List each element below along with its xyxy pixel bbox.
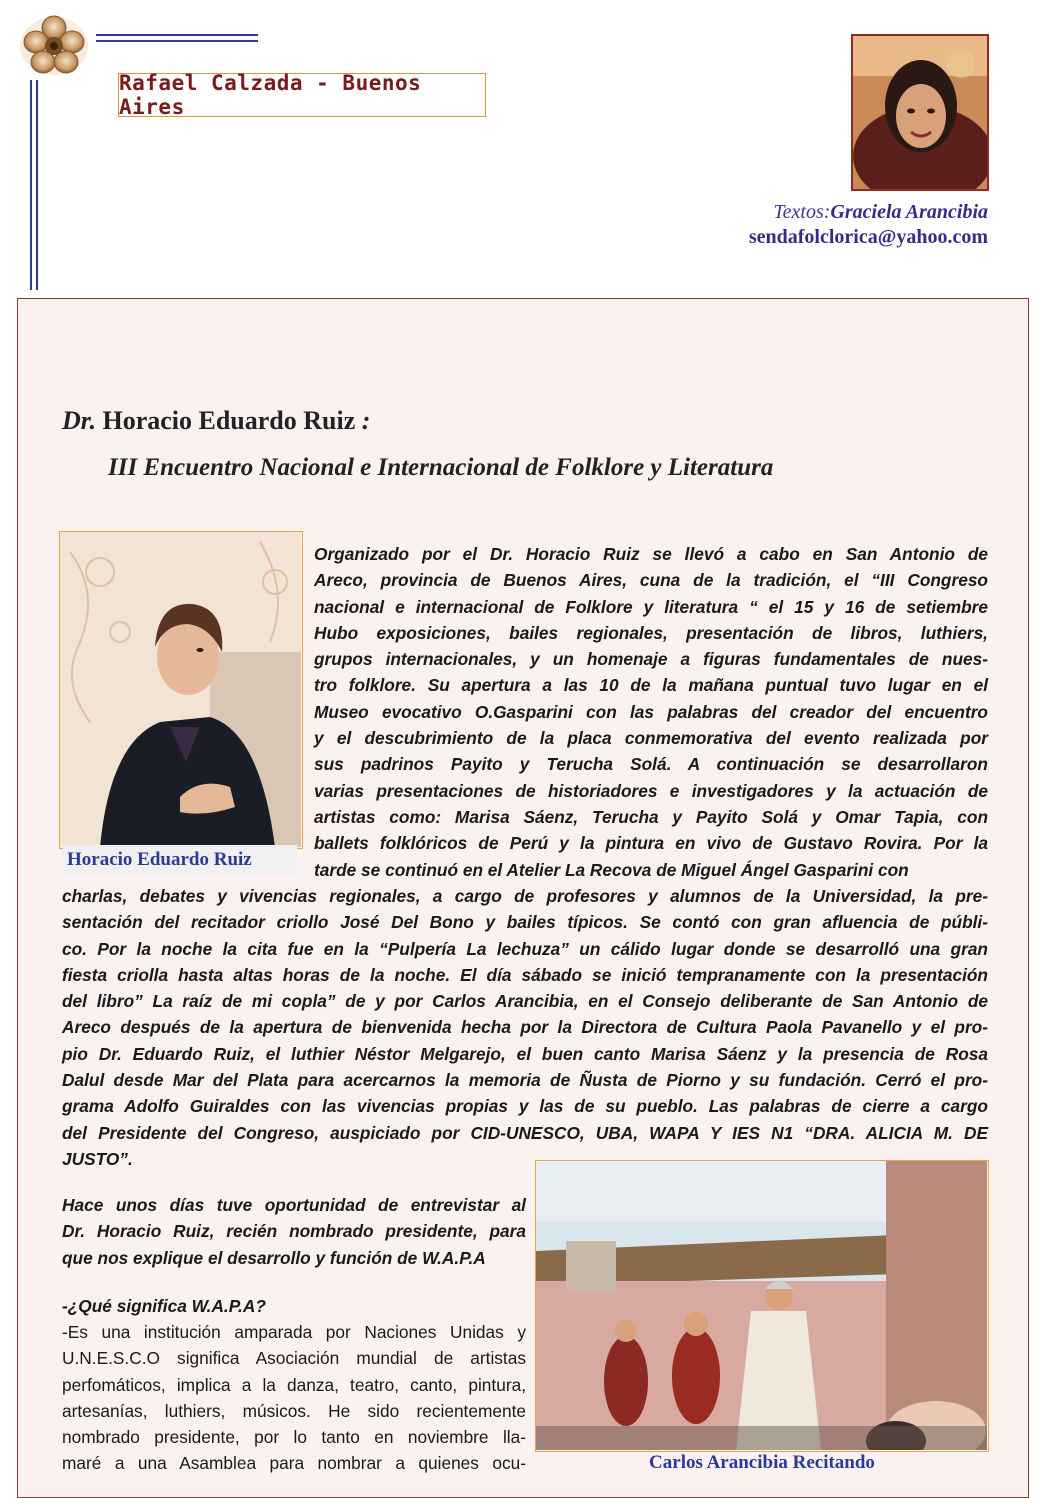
text-line: ballets folklóricos de Perú y la pintura en vivo de Gustavo Rovira. Por la — [314, 833, 988, 854]
text-line: charlas, debates y vivencias regionales, a cargo de profesores y alumnos de la Universidad, la pre- — [62, 886, 988, 906]
credit-label: Textos: — [773, 201, 831, 223]
text-line: Museo evocativo O.Gasparini con las palabras del creador del encuentro — [314, 701, 988, 722]
text-line: Areco después de la apertura de bienvenida hecha por la Directora de Cultura Paola Pavanello y el pro- — [62, 1017, 988, 1038]
flower-logo — [16, 14, 92, 78]
location-text: Rafael Calzada - Buenos Aires — [119, 71, 422, 119]
interview-question: -¿Qué significa W.A.P.A? — [62, 1296, 266, 1316]
text-line: nombrado presidente, por lo tanto en noviembre lla- — [62, 1427, 526, 1448]
title-suffix: : — [361, 406, 371, 435]
paragraph-1-upper — [314, 541, 988, 883]
text-line: sus padrinos Payito y Terucha Solá. A continuación se desarrollaron — [314, 754, 988, 775]
title-prefix: Dr. — [62, 406, 96, 435]
text-line: artesanías, luthiers, músicos. He sido recientemente — [62, 1400, 526, 1421]
article-subtitle: III Encuentro Nacional e Internacional de Folklore y Literatura — [108, 454, 774, 481]
left-rule-inner — [36, 80, 38, 290]
title-name: Horacio Eduardo Ruiz — [102, 406, 356, 435]
photo-carlos-arancibia — [535, 1160, 989, 1452]
paragraph-2 — [62, 1192, 526, 1271]
text-line: maré a una Asamblea para nombrar a quienes ocu- — [62, 1453, 526, 1474]
text-line: Hubo exposiciones, bailes regionales, presentación de libros, luthiers, — [314, 622, 988, 643]
text-line: grupos internacionales, y un homenaje a figuras fundamentales de nues- — [314, 649, 988, 670]
photo2-caption: Carlos Arancibia Recitando — [649, 1452, 875, 1473]
text-line: grama Adolfo Guiraldes con las vivencias propias y las de su pueblo. Las palabras de cierre a cargo — [62, 1096, 988, 1117]
text-line: del Presidente del Congreso, auspiciado por CID-UNESCO, UBA, WAPA Y IES N1 “DRA. ALICIA M. DE — [62, 1122, 988, 1143]
text-line: Areco, provincia de Buenos Aires, cuna de la tradición, el “III Congreso — [314, 570, 988, 591]
text-line: perfomáticos, implica a la danza, teatro, canto, pintura, — [62, 1374, 526, 1395]
text-line: Dalul desde Mar del Plata para acercarnos la memoria de Ñusta de Piorno y su fundación. Cerró el pro- — [62, 1070, 988, 1091]
text-line: JUSTO”. — [62, 1148, 133, 1169]
left-rule-outer — [30, 80, 32, 290]
text-line: -Es una institución amparada por Naciones Unidas y — [62, 1322, 526, 1342]
text-line: tro folklore. Su apertura a las 10 de la mañana puntual tuvo lugar en el — [314, 675, 988, 696]
photo1-caption: Horacio Eduardo Ruiz — [63, 845, 297, 875]
text-line: fiesta criolla hasta altas horas de la noche. El día sábado se inició tempranamente con la presentación — [62, 964, 988, 985]
text-line: nacional e internacional de Folklore y literatura “ el 15 y 16 de setiembre — [314, 596, 988, 617]
text-line: artistas como: Marisa Sáenz, Terucha y Payito Solá y Omar Tapia, con — [314, 806, 988, 827]
text-line: Organizado por el Dr. Horacio Ruiz se llevó a cabo en San Antonio de — [314, 544, 988, 564]
paragraph-1-lower — [62, 883, 988, 1172]
text-line: y el descubrimiento de la placa conmemorativa del evento realizada por — [314, 728, 988, 749]
text-line: del libro” La raíz de mi copla” de y por Carlos Arancibia, en el Consejo deliberante de San Antonio de — [62, 991, 988, 1012]
location-label — [118, 73, 486, 117]
text-line: Hace unos días tuve oportunidad de entrevistar al — [62, 1195, 526, 1215]
text-line: varias presentaciones de historiadores e investigadores y la actuación de — [314, 780, 988, 801]
text-line: tarde se continuó en el Atelier La Recova de Miguel Ángel Gasparini con — [314, 859, 909, 880]
text-line: U.N.E.S.C.O significa Asociación mundial de artistas — [62, 1348, 526, 1369]
text-line: sentación del recitador criollo José Del Bono y bailes típicos. Se contó con gran afluencia de públi- — [62, 912, 988, 933]
credit-name: Graciela Arancibia — [830, 201, 988, 223]
article-title — [62, 406, 370, 436]
author-photo — [851, 34, 989, 191]
text-line: que nos explique el desarrollo y función de W.A.P.A — [62, 1247, 486, 1268]
credit-email[interactable]: sendafolclorica@yahoo.com — [748, 226, 988, 248]
header-rule-top — [96, 34, 258, 36]
text-line: Dr. Horacio Ruiz, recién nombrado presidente, para — [62, 1221, 526, 1242]
header-rule-bottom — [96, 40, 258, 42]
text-line: pio Dr. Eduardo Ruiz, el luthier Néstor Melgarejo, el buen canto Marisa Sáenz y la presencia de Rosa — [62, 1043, 988, 1064]
photo-horacio-ruiz — [59, 531, 303, 849]
text-line: co. Por la noche la cita fue en la “Pulpería La lechuza” un cálido lugar donde se desarrolló una gran — [62, 938, 988, 959]
author-credit — [749, 200, 988, 250]
interview-answer — [62, 1319, 526, 1477]
